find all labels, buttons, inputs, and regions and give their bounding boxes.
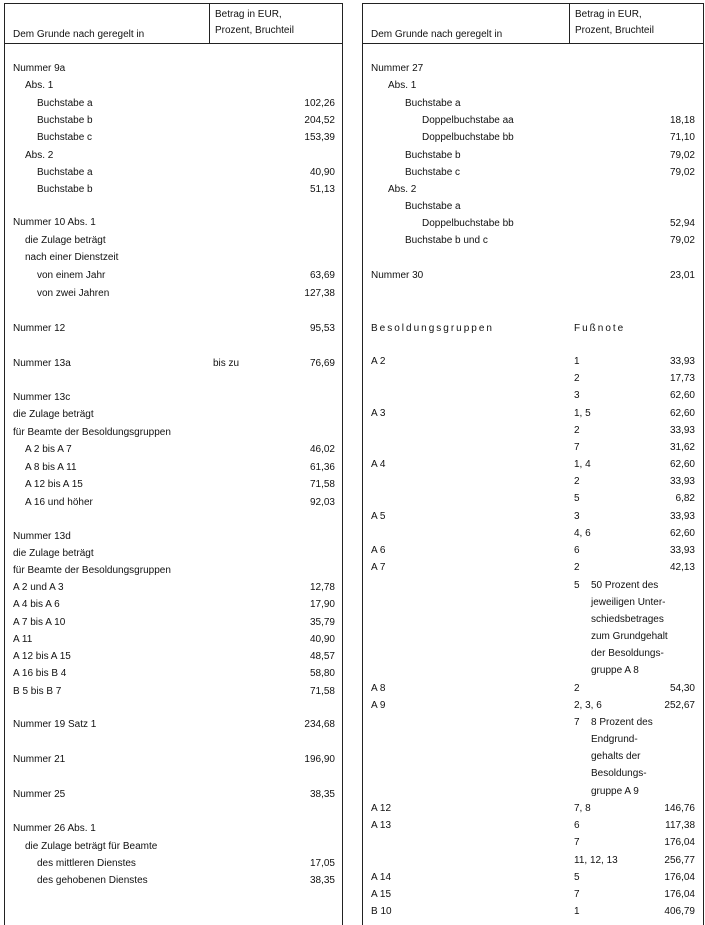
row-footnote: 2 — [574, 562, 580, 573]
row-value: 33,93 — [669, 356, 695, 367]
table-row — [363, 96, 703, 112]
row-footnote: 11, 12, 13 — [574, 855, 618, 866]
row-footnote: bis zu — [213, 358, 240, 369]
right-header-col2-line2: Prozent, Bruchteil — [575, 25, 654, 36]
row-note: 8 Prozent des — [591, 717, 653, 728]
row-label: A 12 bis A 15 — [13, 651, 71, 662]
left-table-body — [5, 43, 342, 925]
table-row — [363, 543, 703, 559]
table-row — [5, 684, 342, 700]
row-label: die Zulage beträgt — [13, 409, 94, 420]
row-value: 71,58 — [309, 686, 335, 697]
left-header-col2-line1: Betrag in EUR, — [215, 9, 282, 20]
row-label: A 9 — [371, 700, 386, 711]
row-label: Nummer 21 — [13, 754, 66, 765]
row-value: 62,60 — [669, 528, 695, 539]
right-table — [362, 3, 704, 925]
row-value: 6,82 — [675, 493, 695, 504]
table-row — [363, 595, 703, 611]
table-row — [363, 509, 703, 525]
row-label: A 2 — [371, 356, 386, 367]
right-header-col2-line1: Betrag in EUR, — [575, 9, 642, 20]
table-row — [363, 732, 703, 748]
row-label: Nummer 13c — [13, 392, 71, 403]
row-value: 62,60 — [669, 408, 695, 419]
row-label: Nummer 13d — [13, 531, 71, 542]
left-table-header — [5, 3, 342, 44]
right-table-body — [363, 43, 703, 925]
row-label: A 16 und höher — [25, 497, 93, 508]
table-row — [363, 766, 703, 782]
table-row — [363, 457, 703, 473]
row-value: 76,69 — [309, 358, 335, 369]
row-label: A 16 bis B 4 — [13, 668, 67, 679]
row-value: 79,02 — [669, 235, 695, 246]
row-footnote: 2 — [574, 683, 580, 694]
row-value: 18,18 — [669, 115, 695, 126]
table-row — [363, 629, 703, 645]
table-row — [363, 371, 703, 387]
table-row — [363, 698, 703, 714]
table-row — [363, 526, 703, 542]
row-label: Nummer 27 — [371, 63, 424, 74]
row-footnote: 3 — [574, 390, 580, 401]
row-label: des mittleren Dienstes — [37, 858, 136, 869]
table-row — [5, 821, 342, 837]
row-value: 79,02 — [669, 167, 695, 178]
table-row — [363, 904, 703, 920]
row-label: Buchstabe a — [37, 98, 93, 109]
table-row — [5, 752, 342, 768]
row-footnote: 7 — [574, 442, 580, 453]
table-row — [5, 182, 342, 198]
table-row — [5, 787, 342, 803]
row-label: Buchstabe c — [405, 167, 461, 178]
table-row — [5, 268, 342, 284]
row-value: 196,90 — [304, 754, 335, 765]
table-row — [363, 715, 703, 731]
row-label: Nummer 9a — [13, 63, 66, 74]
table-row — [5, 148, 342, 164]
table-row — [363, 354, 703, 370]
table-row — [363, 560, 703, 576]
row-label: Buchstabe c — [37, 132, 93, 143]
row-label: Nummer 19 Satz 1 — [13, 719, 97, 730]
table-row — [363, 853, 703, 869]
table-row — [363, 887, 703, 903]
row-value: 31,62 — [669, 442, 695, 453]
row-label: Nummer 30 — [371, 270, 424, 281]
row-value: 406,79 — [664, 906, 695, 917]
row-value: 256,77 — [664, 855, 695, 866]
row-label: Abs. 1 — [388, 80, 417, 91]
table-row — [5, 390, 342, 406]
left-table — [4, 3, 343, 925]
row-label: Buchstabe a — [405, 201, 461, 212]
table-row — [5, 78, 342, 94]
row-note: 50 Prozent des — [591, 580, 659, 591]
row-value: 40,90 — [309, 634, 335, 645]
row-label: die Zulage beträgt für Beamte — [25, 841, 158, 852]
row-label: Buchstabe b — [405, 150, 461, 161]
row-value: 102,26 — [304, 98, 335, 109]
row-footnote: 7 — [574, 837, 580, 848]
row-value: 95,53 — [309, 323, 335, 334]
right-header-col1: Dem Grunde nach geregelt in — [371, 29, 503, 40]
row-footnote: 6 — [574, 820, 580, 831]
row-label: A 8 bis A 11 — [25, 462, 77, 473]
row-label: von zwei Jahren — [37, 288, 110, 299]
row-value: 58,80 — [309, 668, 335, 679]
row-value: 17,05 — [309, 858, 335, 869]
row-value: 52,94 — [669, 218, 695, 229]
table-row — [5, 666, 342, 682]
table-row — [363, 388, 703, 404]
row-note: Endgrund- — [591, 734, 638, 745]
row-value: 71,58 — [309, 479, 335, 490]
row-footnote: 4, 6 — [574, 528, 591, 539]
table-row — [363, 423, 703, 439]
table-row — [5, 356, 342, 372]
row-note: gruppe A 9 — [591, 786, 639, 797]
row-value: 176,04 — [664, 872, 695, 883]
row-label: für Beamte der Besoldungsgruppen — [13, 427, 171, 438]
row-value: 33,93 — [669, 545, 695, 556]
row-label: A 4 bis A 6 — [13, 599, 60, 610]
table-row — [5, 495, 342, 511]
row-label: Doppelbuchstabe aa — [422, 115, 514, 126]
row-footnote: 2, 3, 6 — [574, 700, 602, 711]
table-row — [363, 835, 703, 851]
table-row — [5, 563, 342, 579]
row-label: Buchstabe b — [37, 184, 93, 195]
table-row — [363, 749, 703, 765]
row-label: Doppelbuchstabe bb — [422, 218, 514, 229]
table-row — [5, 61, 342, 77]
row-value: 127,38 — [304, 288, 335, 299]
row-footnote: 2 — [574, 425, 580, 436]
row-label: Buchstabe a — [405, 98, 461, 109]
row-value: 33,93 — [669, 425, 695, 436]
row-label: Doppelbuchstabe bb — [422, 132, 514, 143]
table-row — [5, 321, 342, 337]
row-value: 42,13 — [669, 562, 695, 573]
table-row — [363, 199, 703, 215]
row-value: 38,35 — [309, 875, 335, 886]
row-label: des gehobenen Dienstes — [37, 875, 148, 886]
row-label: Abs. 1 — [25, 80, 54, 91]
row-value: 35,79 — [309, 617, 335, 628]
row-note: gehalts der — [591, 751, 641, 762]
row-value: 62,60 — [669, 390, 695, 401]
table-row — [363, 165, 703, 181]
row-label: A 12 bis A 15 — [25, 479, 83, 490]
table-row — [363, 491, 703, 507]
row-footnote: 1 — [574, 356, 580, 367]
row-value: 46,02 — [309, 444, 335, 455]
row-label: A 11 — [13, 634, 33, 645]
table-row — [5, 96, 342, 112]
row-value: 40,90 — [309, 167, 335, 178]
table-row — [5, 425, 342, 441]
row-note: der Besoldungs- — [591, 648, 664, 659]
row-label: A 7 — [371, 562, 386, 573]
row-label: Buchstabe b — [37, 115, 93, 126]
row-label: A 7 bis A 10 — [13, 617, 66, 628]
row-value: 176,04 — [664, 837, 695, 848]
table-row — [5, 460, 342, 476]
row-label: A 6 — [371, 545, 386, 556]
row-value: 33,93 — [669, 511, 695, 522]
table-row — [363, 406, 703, 422]
table-row — [5, 130, 342, 146]
row-label: A 5 — [371, 511, 386, 522]
row-note: Besoldungs- — [591, 768, 647, 779]
table-row — [5, 839, 342, 855]
table-row — [5, 113, 342, 129]
row-footnote: 5 — [574, 493, 580, 504]
row-value: 92,03 — [309, 497, 335, 508]
left-header-divider — [209, 4, 210, 43]
row-value: 63,69 — [309, 270, 335, 281]
row-value: 12,78 — [309, 582, 335, 593]
row-value: 71,10 — [669, 132, 695, 143]
row-label: Besoldungsgruppen — [371, 323, 494, 334]
row-label: A 15 — [371, 889, 392, 900]
row-note: gruppe A 8 — [591, 665, 639, 676]
row-label: Nummer 26 Abs. 1 — [13, 823, 96, 834]
row-footnote: 5 — [574, 580, 580, 591]
row-note: schiedsbetrages — [591, 614, 664, 625]
table-row — [363, 268, 703, 284]
row-value: 51,13 — [309, 184, 335, 195]
row-footnote: 2 — [574, 476, 580, 487]
row-value: 252,67 — [664, 700, 695, 711]
row-footnote: 6 — [574, 545, 580, 556]
table-row — [363, 78, 703, 94]
row-label: von einem Jahr — [37, 270, 106, 281]
right-table-header — [363, 3, 703, 44]
row-label: A 14 — [371, 872, 392, 883]
row-label: Abs. 2 — [388, 184, 417, 195]
table-row — [5, 233, 342, 249]
table-row — [5, 165, 342, 181]
table-row — [5, 250, 342, 266]
table-row — [363, 113, 703, 129]
table-row — [363, 440, 703, 456]
table-row — [363, 233, 703, 249]
row-label: die Zulage beträgt — [13, 548, 94, 559]
right-header-divider — [569, 4, 570, 43]
row-value: 79,02 — [669, 150, 695, 161]
table-row — [5, 615, 342, 631]
row-label: B 10 — [371, 906, 392, 917]
table-row — [363, 681, 703, 697]
row-value: 48,57 — [309, 651, 335, 662]
table-row — [363, 663, 703, 679]
row-label: für Beamte der Besoldungsgruppen — [13, 565, 171, 576]
table-row — [5, 442, 342, 458]
row-value: 17,73 — [669, 373, 695, 384]
row-footnote: 1, 5 — [574, 408, 591, 419]
row-footnote: 1 — [574, 906, 580, 917]
row-footnote: 7 — [574, 889, 580, 900]
row-label: A 4 — [371, 459, 386, 470]
row-footnote: 3 — [574, 511, 580, 522]
row-label: A 13 — [371, 820, 392, 831]
row-value: 17,90 — [309, 599, 335, 610]
table-row — [363, 612, 703, 628]
table-row — [363, 801, 703, 817]
table-row — [5, 546, 342, 562]
table-row — [5, 529, 342, 545]
table-row — [5, 286, 342, 302]
row-label: Nummer 12 — [13, 323, 66, 334]
row-label: B 5 bis B 7 — [13, 686, 62, 697]
row-label: A 3 — [371, 408, 386, 419]
row-footnote: 5 — [574, 872, 580, 883]
row-value: 234,68 — [304, 719, 335, 730]
row-label: Nummer 13a — [13, 358, 71, 369]
row-label: Buchstabe b und c — [405, 235, 488, 246]
row-label: nach einer Dienstzeit — [25, 252, 119, 263]
row-label: die Zulage beträgt — [25, 235, 106, 246]
left-header-col2-line2: Prozent, Bruchteil — [215, 25, 294, 36]
row-footnote: 2 — [574, 373, 580, 384]
table-row — [363, 130, 703, 146]
row-label: A 2 und A 3 — [13, 582, 64, 593]
table-row — [5, 407, 342, 423]
row-value: 153,39 — [304, 132, 335, 143]
row-value: 176,04 — [664, 889, 695, 900]
table-row — [5, 717, 342, 733]
table-row — [5, 873, 342, 889]
row-value: 204,52 — [304, 115, 335, 126]
row-value: 33,93 — [669, 476, 695, 487]
row-label: A 2 bis A 7 — [25, 444, 72, 455]
row-label: Abs. 2 — [25, 150, 54, 161]
table-row — [363, 148, 703, 164]
row-footnote: 7 — [574, 717, 580, 728]
row-footnote: 1, 4 — [574, 459, 591, 470]
table-row — [5, 632, 342, 648]
row-value: 61,36 — [309, 462, 335, 473]
table-row — [363, 182, 703, 198]
table-row — [363, 818, 703, 834]
table-row — [363, 321, 703, 337]
table-row — [5, 649, 342, 665]
table-row — [363, 784, 703, 800]
row-value: 146,76 — [664, 803, 695, 814]
table-row — [363, 870, 703, 886]
row-value: 62,60 — [669, 459, 695, 470]
table-row — [5, 856, 342, 872]
row-label: A 12 — [371, 803, 392, 814]
table-row — [363, 646, 703, 662]
table-row — [5, 477, 342, 493]
row-label: Nummer 25 — [13, 789, 66, 800]
row-value: 117,38 — [665, 820, 695, 831]
table-row — [363, 61, 703, 77]
row-label: Buchstabe a — [37, 167, 93, 178]
row-note: zum Grundgehalt — [591, 631, 668, 642]
row-label: Nummer 10 Abs. 1 — [13, 217, 96, 228]
table-row — [5, 215, 342, 231]
table-row — [363, 216, 703, 232]
row-footnote: 7, 8 — [574, 803, 591, 814]
table-row — [363, 578, 703, 594]
table-row — [363, 474, 703, 490]
row-footnote: Fußnote — [574, 323, 626, 334]
row-value: 38,35 — [309, 789, 335, 800]
row-label: A 8 — [371, 683, 386, 694]
row-note: jeweiligen Unter- — [591, 597, 666, 608]
row-value: 23,01 — [669, 270, 695, 281]
table-row — [5, 580, 342, 596]
left-header-col1: Dem Grunde nach geregelt in — [13, 29, 145, 40]
row-value: 54,30 — [669, 683, 695, 694]
table-row — [5, 597, 342, 613]
